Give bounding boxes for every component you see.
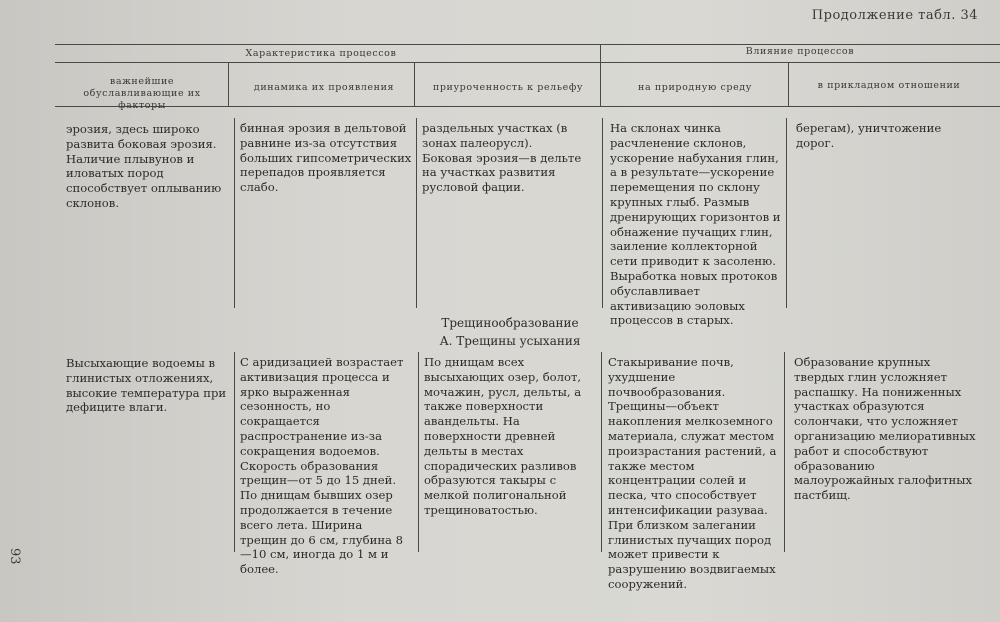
col-divider-4	[788, 62, 789, 106]
s2-factors-cell: Высыхающие водоемы в глинистых отложениях, высокие температура при дефиците влаги.	[66, 356, 227, 415]
col-divider-2	[414, 62, 415, 106]
header-group-influence: Влияние процессов	[745, 46, 855, 57]
s2-environment-cell: Стакыривание почв, ухудшение почвообразования. Трещины—объект накопления мелкоземного материала, служат местом произрастания растений, а также местом концентрации солей и песка, что способствует интенсификации разуваа. При близком залегании глинистых пучащих пород может привести к разрушению воздвигаемых сооружений.	[608, 355, 777, 591]
col-divider-2-body	[416, 118, 417, 308]
s1-dynamics-cell: бинная эрозия в дельтовой равнине из-за отсутствия больших гипсометрических перепадов проявляется слабо.	[240, 121, 412, 195]
subsection-title: А. Трещины усыхания	[439, 334, 581, 348]
header-col-dynamics: динамика их проявления	[253, 82, 395, 93]
s1-applied-cell: берегам), уничтожение дорог.	[796, 121, 942, 150]
header-col-relief: приуроченность к рельефу	[432, 82, 584, 93]
header-group-characteristics: Характеристика процессов	[245, 48, 397, 59]
header-col-factors: важнейшие обуславливающие их факторы	[83, 76, 201, 111]
col-divider-1	[228, 62, 229, 106]
table-continuation-label: Продолжение табл. 34	[811, 8, 978, 23]
s1-relief-text-b: Боковая эрозия—в дельте на участках развития русловой фации.	[422, 150, 582, 195]
page-number: 93	[7, 548, 22, 565]
s1-relief-text-a: раздельных участках (в зонах палеорусл).	[422, 121, 568, 150]
section-title: Трещинообразование	[441, 316, 579, 330]
col-divider-1-body2	[234, 352, 235, 552]
s2-relief-cell: По днищам всех высыхающих озер, болот, мочажин, русл, дельты, а также поверхности авандельты. На поверхности древней дельты в местах спорадических разливов образуются такыры с мелкой полигональной трещиноватостью.	[424, 355, 582, 517]
table-top-rule	[55, 44, 1000, 45]
group-header-rule	[55, 62, 1000, 63]
header-col-environment: на природную среду	[638, 82, 752, 93]
col-divider-4-body2	[784, 352, 785, 552]
s1-factors-cell: эрозия, здесь широко развита боковая эрозия. Наличие плывунов и иловатых пород способствует оплыванию склонов.	[66, 122, 222, 210]
header-col-applied: в прикладном отношении	[817, 80, 961, 91]
col-divider-3-body	[602, 118, 603, 308]
s1-environment-cell: На склонах чинка расчленение склонов, ускорение набухания глин, а в результате—ускорение перемещения по склону крупных глыб. Размыв дренирующих горизонтов и обнажение пучащих глин, заиление коллекторной сети приводит к засоленю. Выработка новых протоков обуславливает активизацию эоловых процессов в старых.	[610, 121, 781, 328]
col-divider-3-body2	[601, 352, 602, 552]
col-divider-2-body2	[418, 352, 419, 552]
col-divider-4-body	[786, 118, 787, 308]
s2-applied-cell: Образование крупных твердых глин усложняет распашку. На пониженных участках образуются солончаки, что усложняет организацию мелиоративных работ и способствуют образованию малоурожайных галофитных пастбищ.	[794, 355, 976, 503]
s2-dynamics-cell: С аридизацией возрастает активизация процесса и ярко выраженная сезонность, но сокращается распространение из-за сокращения водоемов. Скорость образования трещин—от 5 до 15 дней. По днищам бывших озер продолжается в течение всего лета. Ширина трещин до 6 см, глубина 8—10 см, иногда до 1 м и более.	[240, 355, 404, 577]
col-divider-3	[600, 44, 601, 106]
s1-relief-cell	[422, 121, 596, 195]
col-divider-1-body	[234, 118, 235, 308]
